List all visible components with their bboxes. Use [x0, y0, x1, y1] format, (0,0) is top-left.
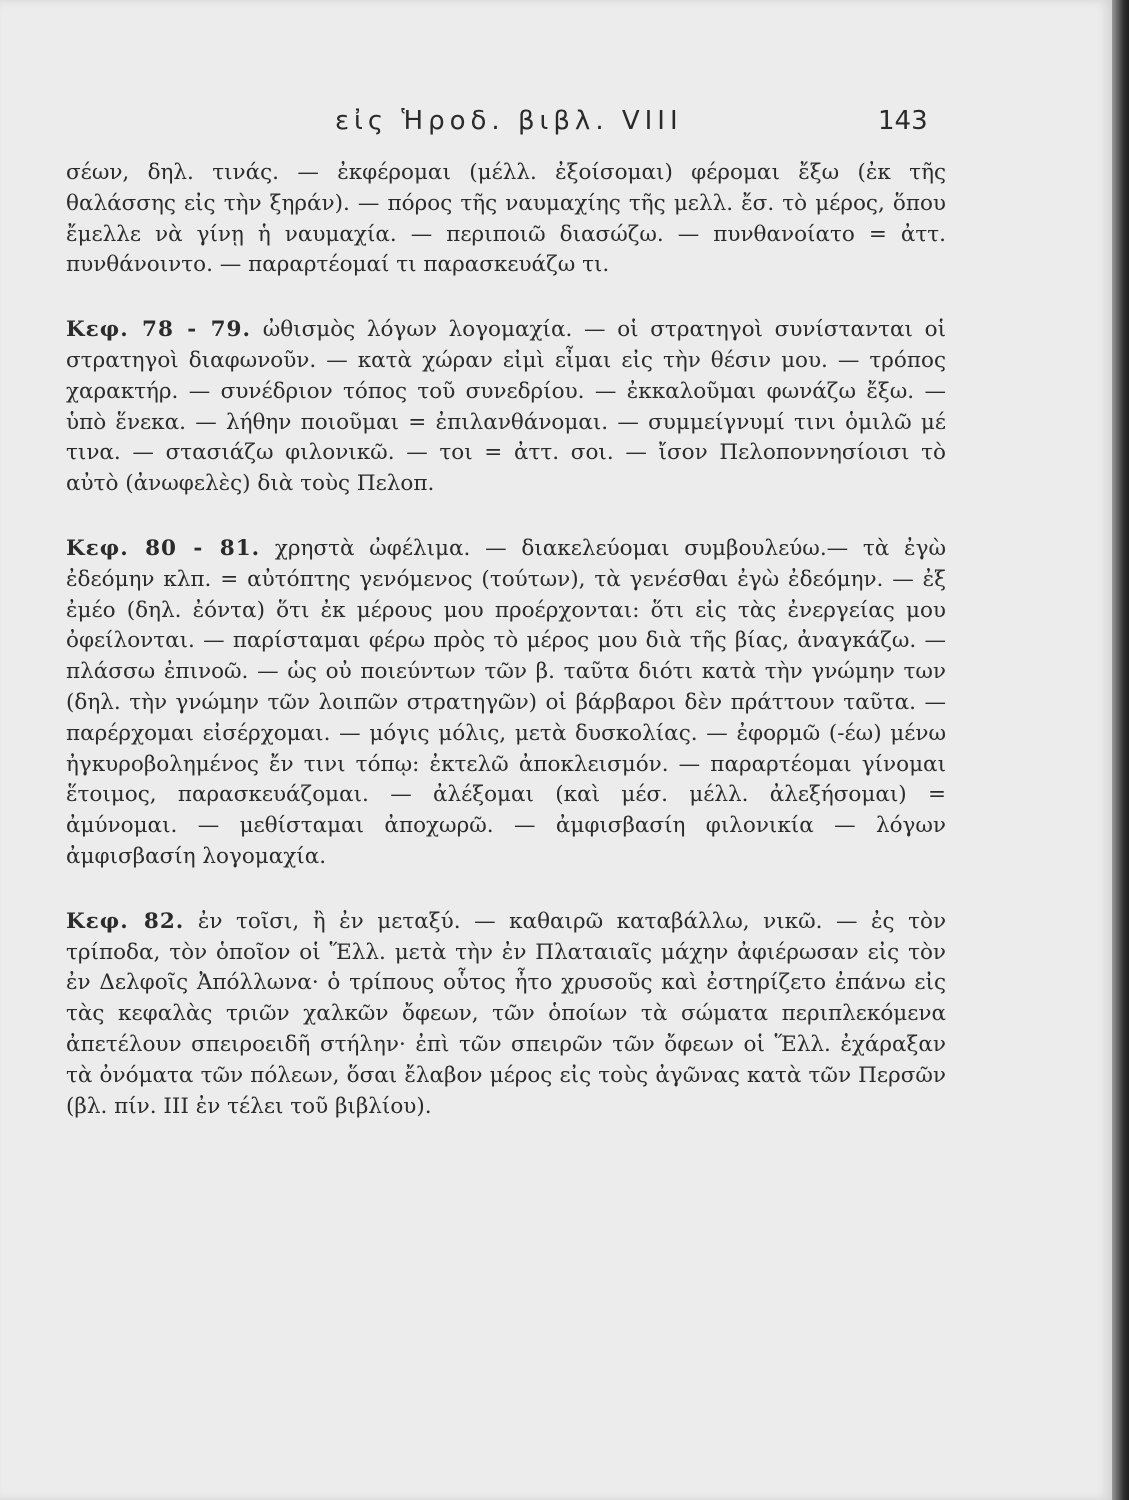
page-header — [0, 106, 1112, 146]
chapter-label: Κεφ. 80 - 81. — [66, 535, 261, 561]
chapter-label: Κεφ. 78 - 79. — [66, 317, 251, 343]
paragraph-chapter-78-79 — [66, 315, 946, 500]
paragraph-text: σέων, δηλ. τινάς. — ἐκφέρομαι (μέλλ. ἐξοίσομαι) φέρομαι ἔξω (ἐκ τῆς θαλάσσης εἰς τὴν ξηράν). — πόρος τῆς ναυμαχίης τῆς μελλ. ἔσ. τὸ μέρος, ὅπου ἔμελλε νὰ γίνῃ ἡ ναυμαχία. — περιποιῶ διασώζω. — πυνθανοίατο = ἀττ. πυνθάνοιντο. — παραρτέομαί τι παρασκευάζω τι. — [66, 160, 946, 278]
running-title: εἰς Ἡροδ. βιβλ. VIII — [335, 106, 683, 136]
paragraph-text: ὠθισμὸς λόγων λογομαχία. — οἱ στρατηγοὶ συνίστανται οἱ στρατηγοὶ διαφωνοῦν. — κατὰ χώραν εἰμὶ εἶμαι εἰς τὴν θέσιν μου. — τρόπος χαρακτήρ. — συνέδριον τόπος τοῦ συνεδρίου. — ἐκκαλοῦμαι φωνάζω ἔξω. — ὑπὸ ἕνεκα. — λήθην ποιοῦμαι = ἐπιλανθάνομαι. — συμμείγνυμί τινι ὁμιλῶ μέ τινα. — στασιάζω φιλονικῶ. — τοι = ἀττ. σοι. — ἴσον Πελοποννησίοισι τὸ αὐτὸ (ἀνωφελὲς) διὰ τοὺς Πελοπ. — [66, 317, 946, 497]
paragraph-chapter-82 — [66, 907, 946, 1123]
commentary-body — [66, 158, 946, 1122]
paragraph-continuation — [66, 158, 946, 281]
chapter-label: Κεφ. 82. — [66, 908, 185, 934]
paragraph-text: ἐν τοῖσι, ἢ ἐν μεταξύ. — καθαιρῶ καταβάλλω, νικῶ. — ἐς τὸν τρίποδα, τὸν ὁποῖον οἱ Ἕλλ. μετὰ τὴν ἐν Πλαταιαῖς μάχην ἀφιέρωσαν εἰς τὸν ἐν Δελφοῖς Ἀπόλλωνα· ὁ τρίπους οὗτος ἦτο χρυσοῦς καὶ ἐστηρίζετο ἐπάνω εἰς τὰς κεφαλὰς τριῶν χαλκῶν ὄφεων, τῶν ὁποίων τὰ σώματα περιπλεκόμενα ἀπετέλουν σπειροειδῆ στήλην· ἐπὶ τῶν σπειρῶν τῶν ὄφεων οἱ Ἕλλ. ἐχάραξαν τὰ ὀνόματα τῶν πόλεων, ὅσαι ἔλαβον μέρος εἰς τοὺς ἀγῶνας κατὰ τῶν Περσῶν (βλ. πίν. ΙΙΙ ἐν τέλει τοῦ βιβλίου). — [66, 908, 947, 1119]
paragraph-chapter-80-81 — [66, 534, 946, 873]
page-number: 143 — [878, 106, 928, 136]
paragraph-text: χρηστὰ ὠφέλιμα. — διακελεύομαι συμβουλεύω.— τὰ ἐγὼ ἐδεόμην κλπ. = αὐτόπτης γενόμενος (τούτων), τὰ γενέσθαι ἐγὼ ἐδεόμην. — ἐξ ἐμέο (δηλ. ἐόντα) ὅτι ἐκ μέρους μου προέρχονται: ὅτι εἰς τὰς ἐνεργείας μου ὀφείλονται. — παρίσταμαι φέρω πρὸς τὸ μέρος μου διὰ τῆς βίας, ἀναγκάζω. — πλάσσω ἐπινοῶ. — ὡς οὐ ποιεύντων τῶν β. ταῦτα διότι κατὰ τὴν γνώμην των (δηλ. τὴν γνώμην τῶν λοιπῶν στρατηγῶν) οἱ βάρβαροι δὲν πράττουν ταῦτα. — παρέρχομαι εἰσέρχομαι. — μόγις μόλις, μετὰ δυσκολίας. — ἐφορμῶ (-έω) μένω ἠγκυροβολημένος ἔν τινι τόπῳ: ἐκτελῶ ἀποκλεισμόν. — παραρτέομαι γίνομαι ἕτοιμος, παρασκευάζομαι. — ἀλέξομαι (καὶ μέσ. μέλλ. ἀλεξήσομαι) = ἀμύνομαι. — μεθίσταμαι ἀποχωρῶ. — ἀμφισβασίη φιλονικία — λόγων ἀμφισβασίη λογομαχία. — [66, 535, 946, 869]
page-edge-shadow — [1112, 0, 1129, 1500]
